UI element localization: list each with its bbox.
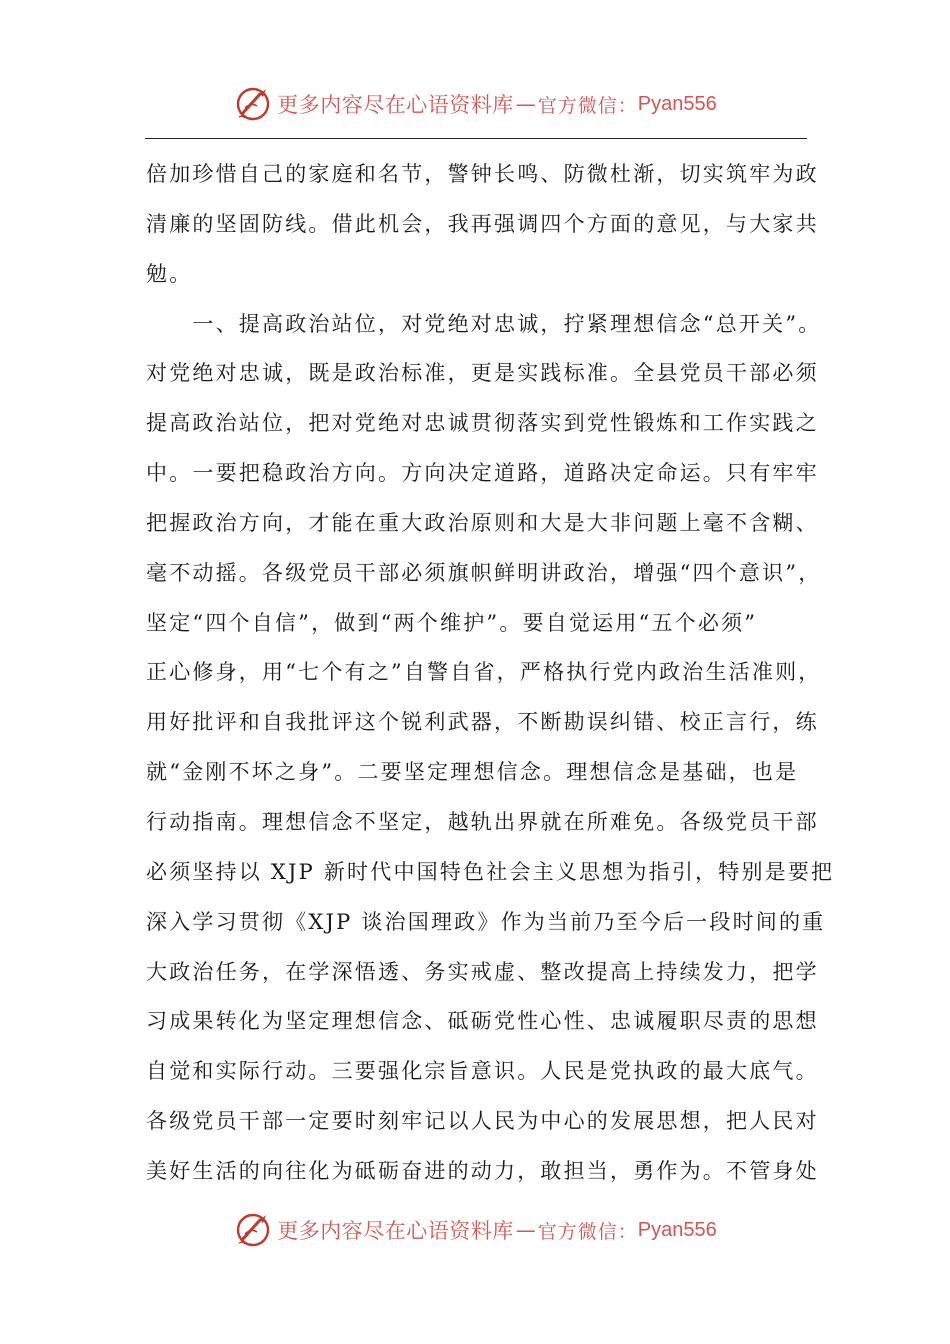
footer-banner	[0, 1208, 950, 1252]
header-banner	[0, 82, 950, 126]
text-line: 清廉的坚固防线。借此机会，我再强调四个方面的意见，与大家共	[146, 211, 819, 236]
text-line: 美好生活的向往化为砥砺奋进的动力，敢担当，勇作为。不管身处	[146, 1158, 819, 1183]
text-line: 习成果转化为坚定理想信念、砥砺党性心性、忠诚履职尽责的思想	[146, 1009, 819, 1034]
text-line: 倍加珍惜自己的家庭和名节，警钟长鸣、防微杜渐，切实筑牢为政	[146, 162, 819, 186]
text-line: 深入学习贯彻《XJP 谈治国理政》作为当前乃至今后一段时间的重	[146, 909, 826, 934]
text-line: 提高政治站位，把对党绝对忠诚贯彻落实到党性锻炼和工作实践之	[146, 411, 819, 436]
text-line: 正心修身，用“七个有之”自警自省，严格执行党内政治生活准则，	[146, 660, 822, 685]
footer-wechat-id: Pyan556	[637, 1218, 717, 1241]
pen-logo-icon	[233, 1210, 273, 1250]
wechat-label: 官方微信：	[537, 94, 638, 117]
text-line: 大政治任务，在学深悟透、务实戒虚、整改提高上持续发力，把学	[146, 959, 819, 984]
text-line: 勉。	[146, 261, 193, 286]
footer-brand-separator: —	[515, 1218, 536, 1242]
footer-wechat-label: 官方微信：	[537, 1220, 638, 1243]
text-line: 坚定“四个自信”，做到“两个维护”。要自觉运用“五个必须”	[146, 610, 758, 635]
text-line: 自觉和实际行动。三要强化宗旨意识。人民是党执政的最大底气。	[146, 1059, 819, 1084]
header-divider	[145, 138, 807, 139]
document-body	[146, 150, 835, 1197]
pen-logo-icon	[233, 84, 273, 124]
brand-separator: —	[515, 92, 536, 116]
text-line: 对党绝对忠诚，既是政治标准，更是实践标准。全县党员干部必须	[146, 361, 819, 386]
footer-brand-text: 更多内容尽在心语资料库	[277, 1219, 514, 1243]
wechat-id: Pyan556	[637, 92, 717, 115]
brand-text: 更多内容尽在心语资料库	[277, 93, 514, 117]
text-line: 用好批评和自我批评这个锐利武器，不断勘误纠错、校正言行，练	[146, 710, 819, 735]
text-line: 各级党员干部一定要时刻牢记以人民为中心的发展思想，把人民对	[146, 1109, 819, 1134]
section-heading-line: 一、提高政治站位，对党绝对忠诚，拧紧理想信念“总开关”。	[146, 311, 822, 336]
text-line: 就“金刚不坏之身”。二要坚定理想信念。理想信念是基础，也是	[146, 760, 799, 785]
text-line: 中。一要把稳政治方向。方向决定道路，道路决定命运。只有牢牢	[146, 461, 819, 486]
text-line: 必须坚持以 XJP 新时代中国特色社会主义思想为指引，特别是要把	[146, 859, 835, 884]
text-line: 把握政治方向，才能在重大政治原则和大是大非问题上毫不含糊、	[146, 510, 819, 535]
text-line: 行动指南。理想信念不坚定，越轨出界就在所难免。各级党员干部	[146, 809, 819, 834]
text-line: 毫不动摇。各级党员干部必须旗帜鲜明讲政治，增强“四个意识”，	[146, 560, 822, 585]
